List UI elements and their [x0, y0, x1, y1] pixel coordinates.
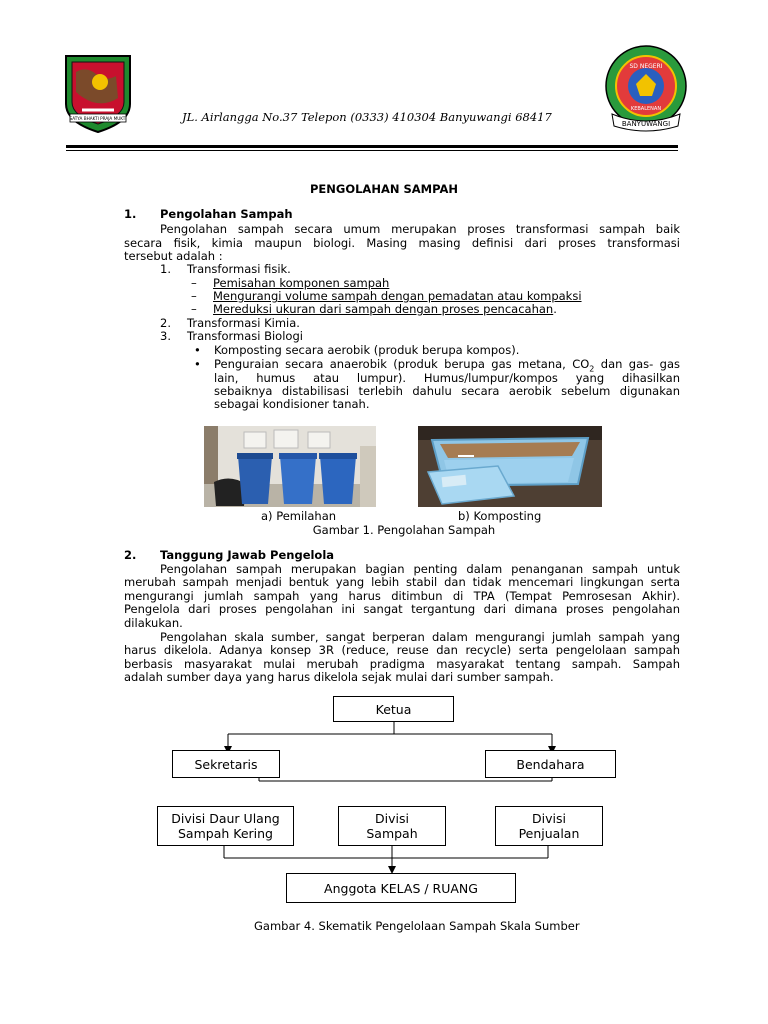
- bullet2-post: dan gas- gas: [594, 357, 680, 371]
- figure1-caption: Gambar 1. Pengolahan Sampah: [312, 523, 496, 537]
- item3-label: Transformasi Biologi: [187, 329, 303, 343]
- school-logo-mid: KEBALENAN: [630, 106, 662, 112]
- bullet1-text: Komposting secara aerobik (produk berupa kompos).: [214, 343, 520, 357]
- page-title: PENGOLAHAN SAMPAH: [309, 182, 459, 196]
- org-anggota: [286, 873, 516, 903]
- bullet1-mark: •: [194, 343, 201, 357]
- bullet2-line2: lain, humus atau lumpur). Humus/lumpur/kompos yang dihasilkan: [214, 371, 680, 385]
- section1-line2: secara fisik, kimia maupun biologi. Masing masing definisi dari proses transformasi: [124, 236, 680, 250]
- dash3-text: Mereduksi ukuran dari sampah dengan proses pencacahan: [213, 302, 554, 316]
- item1-number: 1.: [160, 262, 171, 276]
- school-address: JL. Airlangga No.37 Telepon (0333) 410304 Banyuwangi 68417: [182, 110, 552, 124]
- district-logo-motto: SATYA BHAKTI PRAJA MUKTI: [69, 116, 127, 121]
- org-ketua-label: Ketua: [375, 701, 412, 717]
- org-anggota-label: Anggota KELAS / RUANG: [324, 880, 478, 896]
- bullet2-line3: sebaiknya distabilisasi terlebih dahulu secara aerobik sebelum digunakan: [214, 384, 680, 398]
- bullet2-sub: 2: [589, 364, 595, 374]
- section2-p2-line2: harus dikelola. Adanya konsep 3R (reduce, reuse dan recycle) serta pengelolaan sampah: [124, 643, 680, 657]
- org-divisi-sampah: [338, 806, 446, 846]
- dash1-mark: –: [191, 276, 197, 290]
- section2-p1-line5: dilakukan.: [124, 616, 183, 630]
- section1-heading: Pengolahan Sampah: [160, 207, 293, 221]
- item1-label: Transformasi fisik.: [187, 262, 291, 276]
- section2-p2-line3: berbasis masyarakat mulai merubah pradigma masyarakat tentang sampah. Sampah: [124, 657, 680, 671]
- section2-heading: Tanggung Jawab Pengelola: [160, 548, 335, 562]
- org-divisi3-line1: Divisi: [532, 811, 566, 826]
- org-divisi-penjualan: [495, 806, 603, 846]
- dash3-mark: –: [191, 302, 197, 316]
- org-divisi1-line2: Sampah Kering: [178, 826, 273, 841]
- figure1-caption-a: a) Pemilahan: [261, 509, 337, 523]
- bullet2-mark: •: [194, 357, 201, 371]
- org-bendahara-label: Bendahara: [516, 756, 585, 772]
- bullet2-line4: sebagai kondisioner tanah.: [214, 397, 370, 411]
- section2-p1-line2: merubah sampah menjadi bentuk yang lebih stabil dan tidak mencemari lingkungan serta: [124, 575, 680, 589]
- section1-number: 1.: [124, 207, 137, 221]
- org-sekretaris: [172, 750, 280, 778]
- bullet2-pre: Penguraian secara anaerobik (produk berupa gas metana, CO: [214, 357, 590, 371]
- org-divisi2-line1: Divisi: [375, 811, 409, 826]
- org-ketua: [333, 696, 454, 722]
- figure1-caption-b: b) Komposting: [458, 509, 542, 523]
- org-divisi-daur-ulang: [157, 806, 294, 846]
- org-sekretaris-label: Sekretaris: [194, 756, 258, 772]
- section1-line1: Pengolahan sampah secara umum merupakan proses transformasi sampah baik: [160, 222, 680, 236]
- item3-number: 3.: [160, 329, 171, 343]
- dash2-text: Mengurangi volume sampah dengan pemadatan atau kompaksi: [213, 289, 582, 303]
- org-bendahara: [485, 750, 616, 778]
- org-divisi3-line2: Penjualan: [518, 826, 580, 841]
- section2-number: 2.: [124, 548, 137, 562]
- section1-line3: tersebut adalah :: [124, 249, 223, 263]
- section2-p1-line1: Pengolahan sampah merupakan bagian penting dalam penanganan sampah untuk: [160, 562, 680, 576]
- org-divisi2-line2: Sampah: [366, 826, 418, 841]
- school-logo-banner: BANYUWANGI: [621, 120, 671, 128]
- section2-p2-line1: Pengolahan skala sumber, sangat berperan dalam mengurangi jumlah sampah yang: [160, 630, 680, 644]
- section2-p2-line4: adalah sumber daya yang harus dikelola sejak mulai dari sumber sampah.: [124, 670, 554, 684]
- org-divisi1-line1: Divisi Daur Ulang: [171, 811, 280, 826]
- school-logo-top: SD NEGERI: [629, 63, 663, 70]
- dash3-tail: .: [553, 302, 557, 316]
- section2-p1-line3: mengurangi jumlah sampah yang harus ditimbun di TPA (Tempat Pemrosesan Akhir).: [124, 589, 680, 603]
- figure4-caption: Gambar 4. Skematik Pengelolaan Sampah Skala Sumber: [254, 919, 580, 933]
- item2-label: Transformasi Kimia.: [187, 316, 300, 330]
- section2-p1-line4: Pengelola dari proses pengolahan ini sangat tergantung dari dimana proses pengolahan: [124, 602, 680, 616]
- item2-number: 2.: [160, 316, 171, 330]
- dash2-mark: –: [191, 289, 197, 303]
- dash1-text: Pemisahan komponen sampah: [213, 276, 390, 290]
